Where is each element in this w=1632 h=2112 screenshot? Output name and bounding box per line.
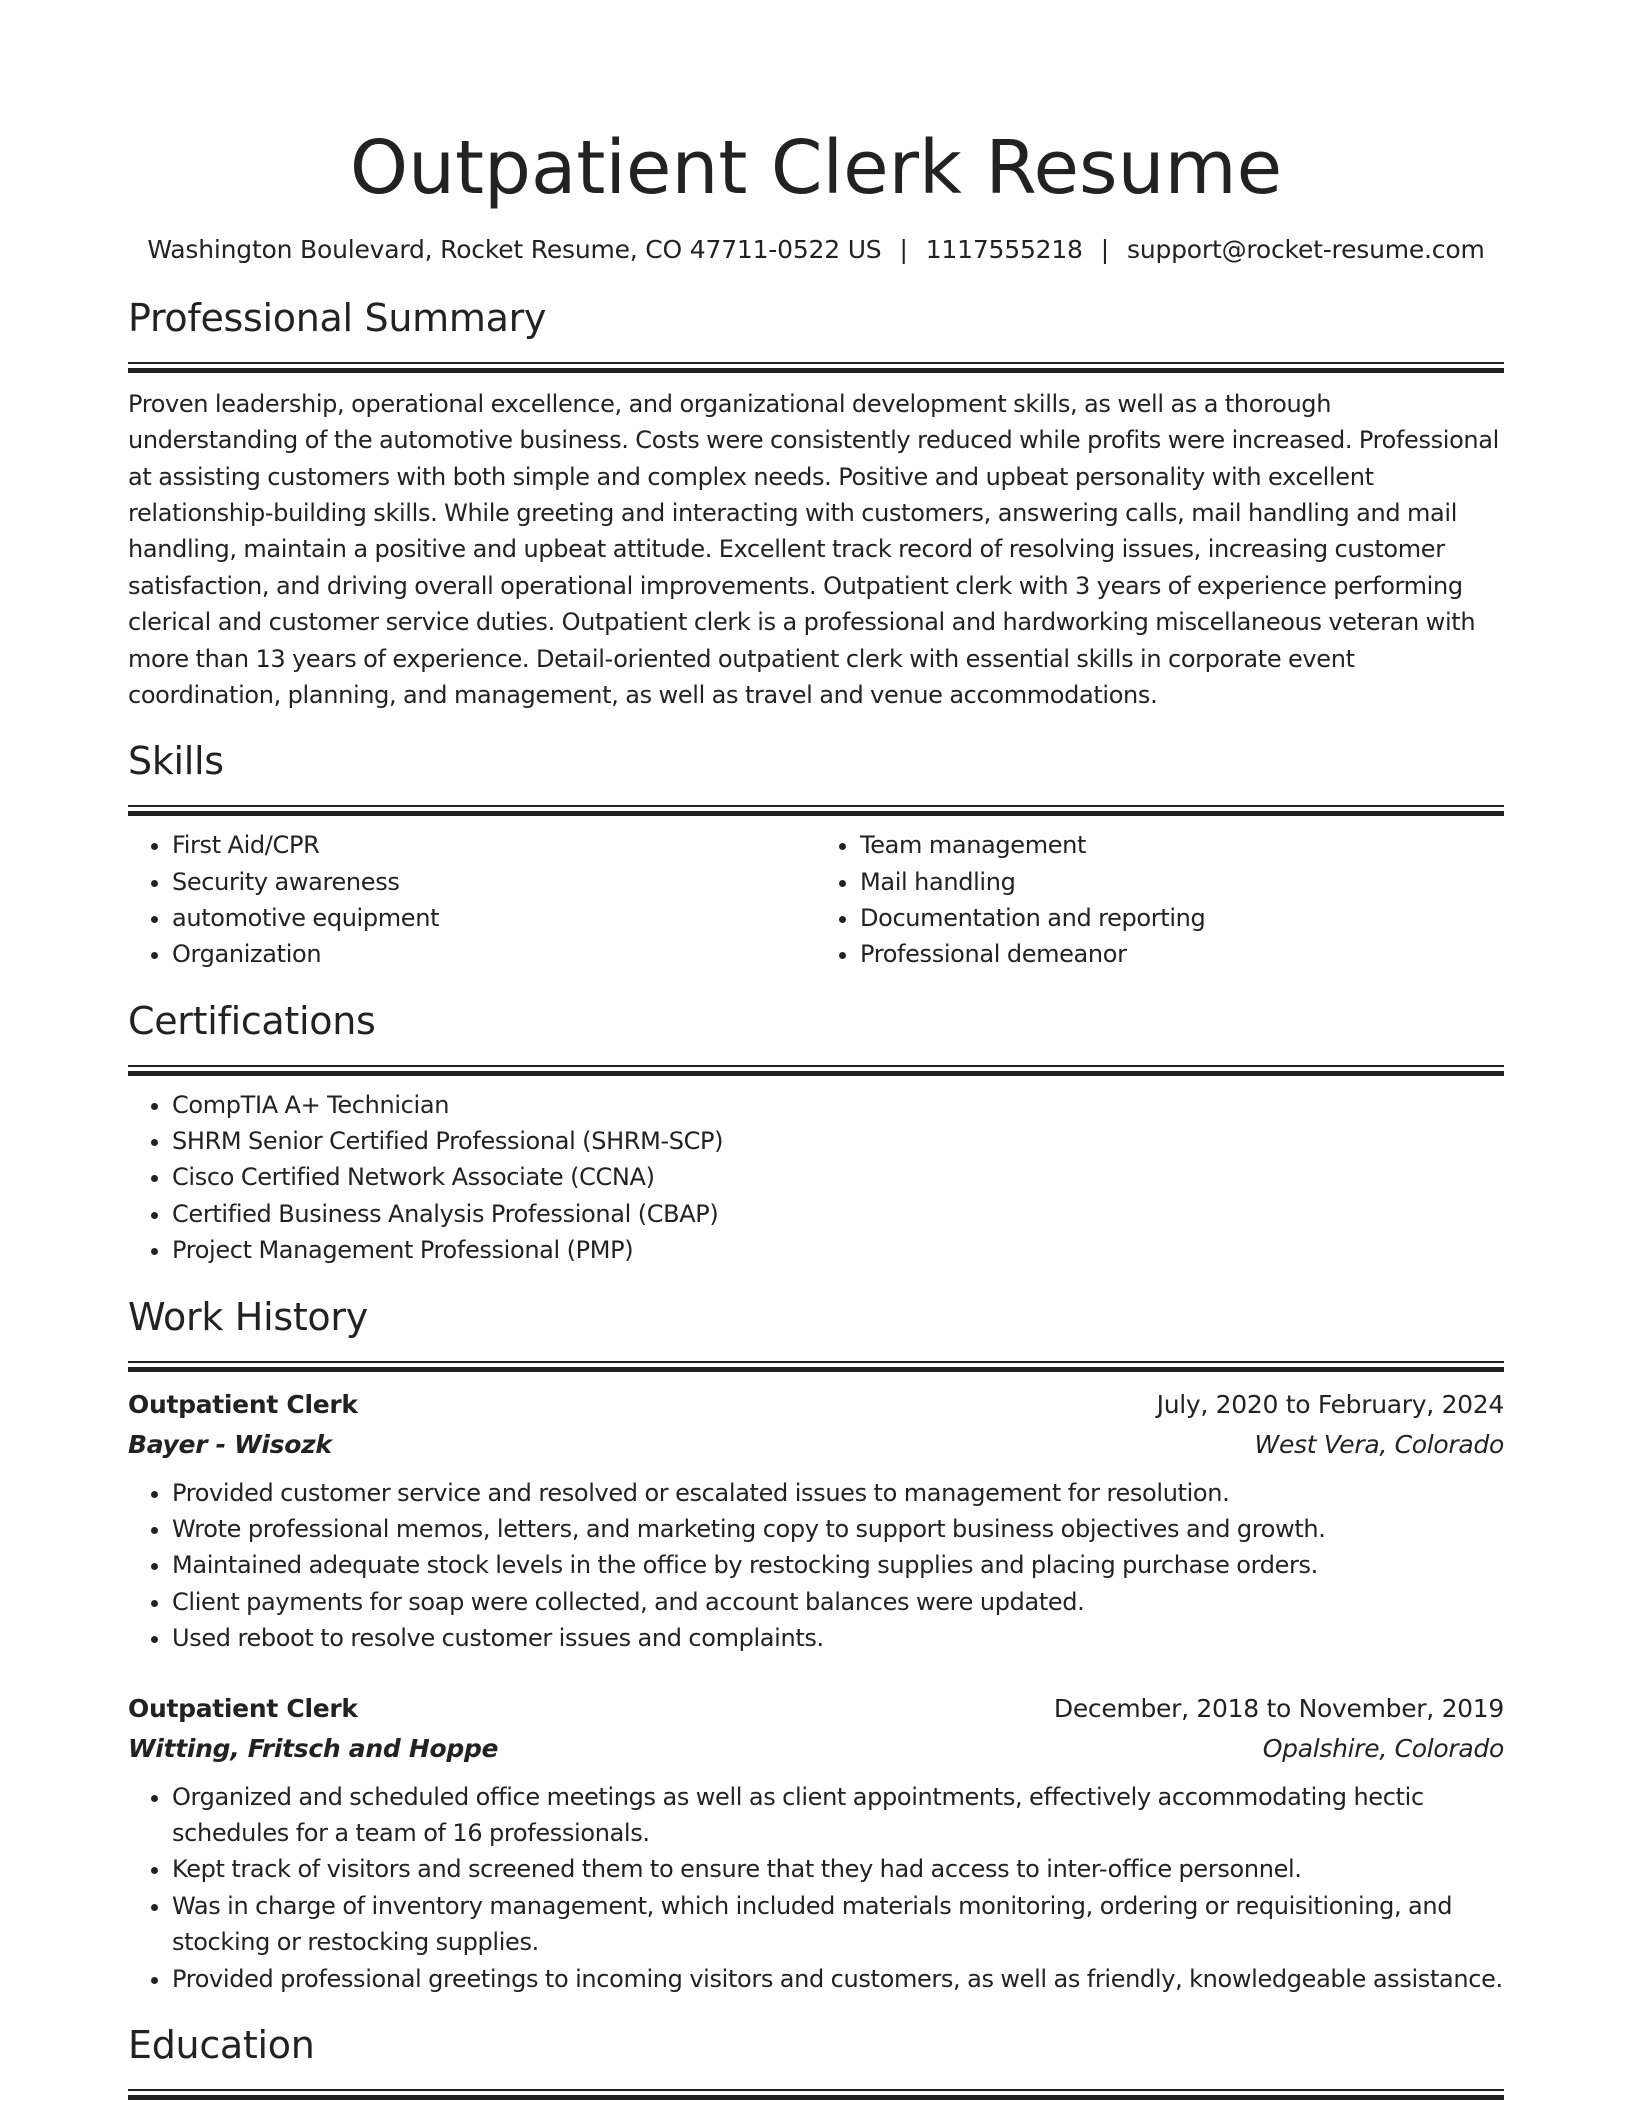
section-heading-education: Education [128,2022,315,2067]
page-title: Outpatient Clerk Resume [349,125,1283,211]
section-divider [128,805,1504,815]
job-employer-row [128,1425,1504,1465]
job-bullets [128,1779,1504,1997]
job-employer: Bayer - Wisozk [128,1429,332,1459]
job-dates: December, 2018 to November, 2019 [1053,1693,1504,1723]
section-divider [128,362,1504,372]
list-item: • CompTIA A+ Technician [172,1087,1504,1123]
list-item: • First Aid/CPR [172,827,816,863]
list-item: • Client payments for soap were collected, and account balances were updated. [172,1584,1504,1620]
job-location: Opalshire, Colorado [1262,1733,1504,1763]
job-header-row [128,1689,1504,1729]
resume-page [128,0,1504,2099]
education-section [128,2022,1504,2099]
certifications-section [128,998,1504,1269]
list-item: • SHRM Senior Certified Professional (SHRM-SCP) [172,1123,1504,1159]
list-item: • Documentation and reporting [860,900,1504,936]
list-item: • Used reboot to resolve customer issues and complaints. [172,1620,1504,1656]
summary-section [128,298,1504,713]
work-history-section [128,1294,1504,1997]
list-item: • Certified Business Analysis Professional (CBAP) [172,1196,1504,1232]
list-item: • automotive equipment [172,900,816,936]
job-title: Outpatient Clerk [128,1693,358,1723]
contact-line [128,235,1504,264]
contact-address: Washington Boulevard, Rocket Resume, CO 47711-0522 US [147,235,882,264]
skills-section [128,741,1504,972]
section-heading-skills: Skills [128,739,224,784]
list-item: • Professional demeanor [860,936,1504,972]
list-item: • Organization [172,936,816,972]
contact-email[interactable]: support@rocket-resume.com [1127,235,1485,264]
job-bullets [128,1475,1504,1657]
skills-grid [128,827,1504,973]
certifications-list [128,1087,1504,1269]
section-divider [128,1065,1504,1075]
list-item: • Maintained adequate stock levels in the office by restocking supplies and placing purchase orders. [172,1547,1504,1583]
job-location: West Vera, Colorado [1254,1429,1504,1459]
job-dates: July, 2020 to February, 2024 [1156,1389,1504,1419]
job-entry [128,1385,1504,1657]
list-item: • Provided professional greetings to incoming visitors and customers, as well as friendly, knowledgeable assistance. [172,1961,1504,1997]
section-heading-certifications: Certifications [128,998,376,1043]
contact-separator: | [1100,235,1109,264]
list-item: • Cisco Certified Network Associate (CCNA) [172,1159,1504,1195]
skills-list-left [128,827,816,973]
job-employer-row [128,1729,1504,1769]
job-entry [128,1689,1504,1997]
contact-separator: | [899,235,908,264]
list-item: • Wrote professional memos, letters, and marketing copy to support business objectives and growth. [172,1511,1504,1547]
job-employer: Witting, Fritsch and Hoppe [128,1733,499,1763]
job-title: Outpatient Clerk [128,1389,358,1419]
list-item: • Mail handling [860,864,1504,900]
summary-text: Proven leadership, operational excellence, and organizational development skills, as well as a thorough understanding of the automotive business. Costs were consistently reduced while profits were increased. Professional at assisting customers with both simple and complex needs. Positive and upbeat personality with excellent relationship-building skills. While greeting and interacting with customers, answering calls, mail handling and mail handling, maintain a positive and upbeat attitude. Excellent track record of resolving issues, increasing customer satisfaction, and driving overall operational improvements. Outpatient clerk with 3 years of experience performing clerical and customer service duties. Outpatient clerk is a professional and hardworking miscellaneous veteran with more than 13 years of experience. Detail-oriented outpatient clerk with essential skills in corporate event coordination, planning, and management, as well as travel and venue accommodations. [128,389,1499,710]
list-item: • Team management [860,827,1504,863]
list-item: • Security awareness [172,864,816,900]
list-item: • Kept track of visitors and screened them to ensure that they had access to inter-office personnel. [172,1851,1504,1887]
contact-phone: 1117555218 [925,235,1083,264]
list-item: • Project Management Professional (PMP) [172,1232,1504,1268]
section-divider [128,1361,1504,1371]
skills-list-right [816,827,1504,973]
section-heading-work-history: Work History [128,1294,368,1339]
list-item: • Organized and scheduled office meetings as well as client appointments, effectively accommodating hectic schedules for a team of 16 professionals. [172,1779,1504,1852]
job-header-row [128,1385,1504,1425]
list-item: • Was in charge of inventory management, which included materials monitoring, ordering or requisitioning, and stocking or restocking supplies. [172,1888,1504,1961]
section-divider [128,2089,1504,2099]
section-heading-summary: Professional Summary [128,296,547,340]
list-item: • Provided customer service and resolved or escalated issues to management for resolution. [172,1475,1504,1511]
